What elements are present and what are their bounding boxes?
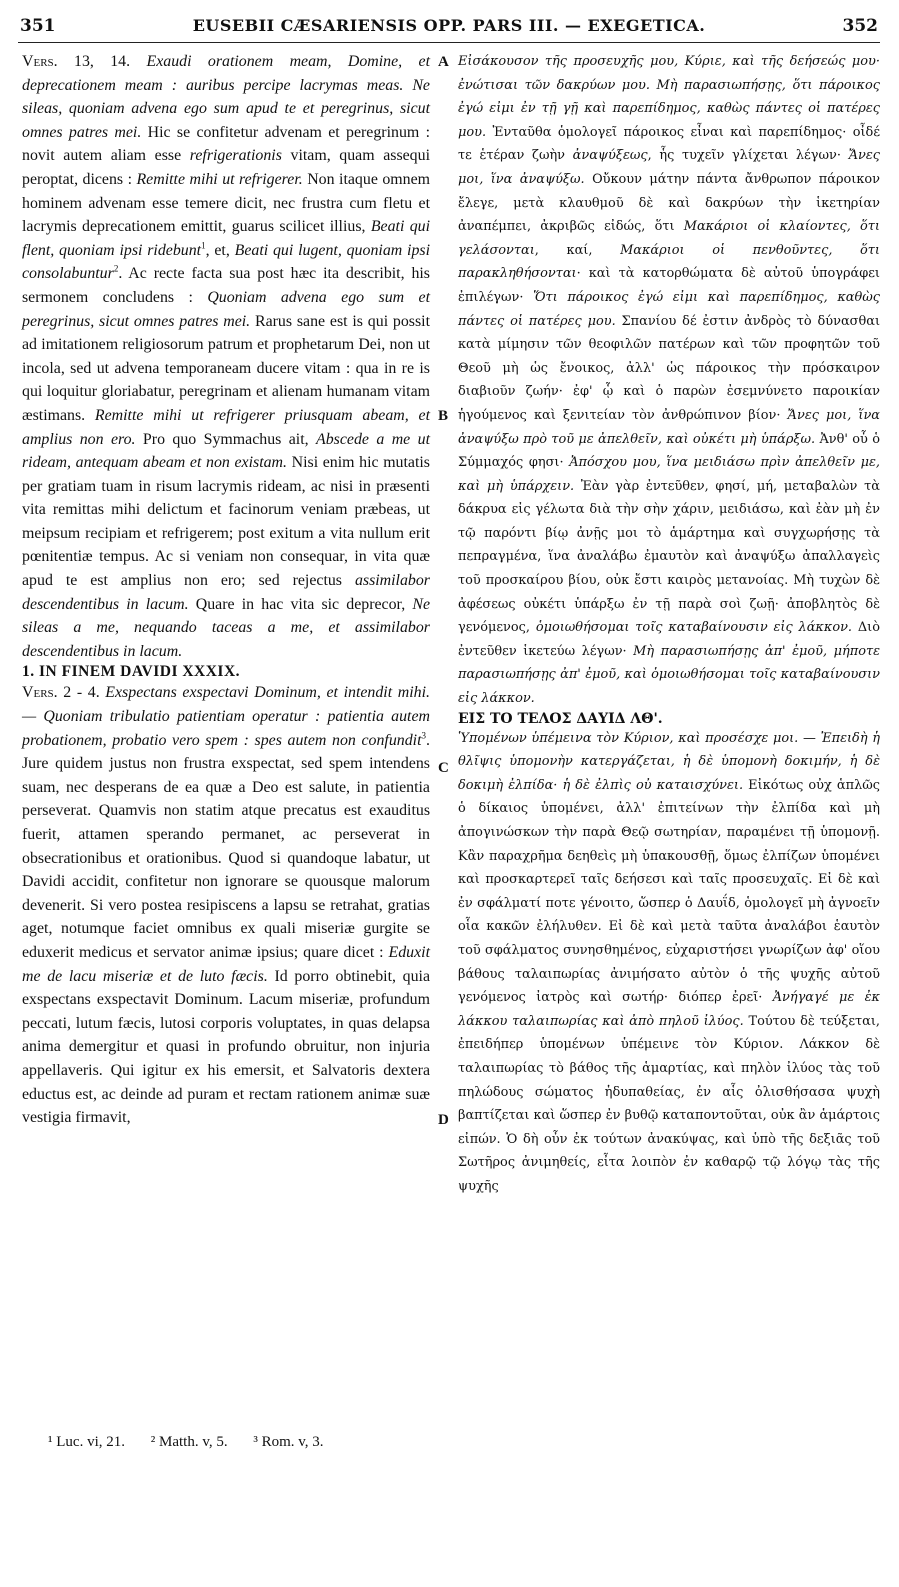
greek-text: Διὸ ἐντεῦθεν ἱκετεύω λέγων· bbox=[458, 620, 880, 659]
greek-text: Ἀνθ' οὗ ὁ Σύμμαχός φησι· bbox=[458, 431, 880, 471]
latin-quote: Eduxit me de lacu miseriæ et de luto fæcis. bbox=[22, 943, 430, 985]
verse-ref: Vers. 13, 14. bbox=[22, 53, 131, 70]
greek-text: Τούτου δὲ τεύξεται, ἐπειδήπερ ὑπομένων ὑπέμεινε τὸν Κύριον. Λάκκον δὲ ταλαιπωρίας τὸ βάθος τῆς ἁμαρτίας, καὶ πηλὸν ἰλύος τὰς τοῦ πηλώδους σώματος ἡδυπαθείας, ἐν αἷς ὀλισθήσασα ψυχὴ βαπτίζεται καὶ ὥσπερ ἐν βυθῷ καταποντοῦται, οὐκ ἂν ἁμάρτοις εἰπών. Ὁ δὴ οὖν ἐκ τούτων ἀνακύψας, καὶ ὑπὸ τῆς δεξιᾶς τοῦ Σωτῆρος ἀνιμηθείς, εἶτα λοιπὸν ἐν καθαρῷ τῷ λόγῳ τὰς τῆς ψυχῆς bbox=[458, 1013, 880, 1194]
footnote-1: ¹ Luc. vi, 21. bbox=[48, 1434, 125, 1450]
greek-column bbox=[458, 50, 880, 1199]
greek-quote: Μακάριοι οἱ πενθοῦντες, ὅτι παρακληθήσονται bbox=[458, 242, 880, 282]
latin-column bbox=[22, 50, 430, 1130]
latin-paragraph-2 bbox=[22, 681, 430, 1129]
latin-text: . Ac recte facta sua post hæc ita describit, his sermonem concludens : bbox=[22, 265, 430, 306]
latin-quote: Remitte mihi ut refrigerer priusquam abeam, et amplius non ero. bbox=[22, 406, 430, 448]
running-title: EUSEBII CÆSARIENSIS OPP. PARS III. — EXEGETICA. bbox=[192, 16, 706, 35]
footnote-3: ³ Rom. v, 3. bbox=[253, 1434, 324, 1450]
greek-text: Εἰκότως οὐχ ἁπλῶς ὁ δίκαιος ὑπομένει, ἀλλ' ἐπιτείνων τὴν ἐλπίδα καὶ μὴ ἀπογινώσκων τὴν παρὰ Θεῷ σωτηρίαν, παραμένει τῇ ὑπομονῇ. Κἂν παραχρῆμα δεηθεὶς μὴ ὑπακουσθῇ, ὅμως ἐλπίζων ὑπομένει καὶ προσκαρτερεῖ ταῖς δεήσεσι καὶ ταῖς προσευχαῖς. Εἰ δὲ καὶ ἐν σφάλματί ποτε γένοιτο, ὥσπερ ὁ Δαυΐδ, ὁμολογεῖ μὴ ἀγνοεῖν οἷα κακῶν ἐλήλυθεν. Εἰ δὲ καὶ μετὰ ταῦτα ἀναλάβοι ἑαυτὸν τοῦ σφάλματος συνησθημένος, εὐχαριστήσει γνωρίζων ἀφ' οἵου βάθους ταλαιπωρίας ἀνιμήσατο αὐτὸν ὁ τῆς ψυχῆς αὐτοῦ γενόμενος ἰατρὸς καὶ σωτήρ· διόπερ ἐρεῖ· bbox=[458, 777, 880, 1006]
greek-quote: Μακάριοι οἱ κλαίοντες, ὅτι γελάσονται bbox=[458, 219, 880, 258]
greek-text: Ἐνταῦθα ὁμολογεῖ πάροικος εἶναι καὶ παρεπίδημος· οἶδέ τε ἑτέραν ζωὴν bbox=[458, 124, 880, 164]
latin-quote: Exspectans exspectavi Dominum, et intendit mihi. — Quoniam tribulatio patientiam operatur : patientia autem probationem, probatio vero spem : spes autem non confundit bbox=[22, 684, 430, 749]
latin-quote: Ne sileas a me, nequando taceas a me, et assimilabor descendentibus in lacum. bbox=[22, 595, 430, 660]
footnote-ref: 2 bbox=[113, 264, 119, 275]
greek-paragraph-2 bbox=[458, 727, 880, 1199]
margin-letter-c: C bbox=[438, 760, 449, 776]
latin-quote: Exaudi orationem meam, Domine, et deprecationem meam : auribus percipe lacrymas meas. Ne sileas, quoniam advena ego sum apud te et peregrinus, sicut omnes patres mei. bbox=[22, 53, 431, 141]
latin-quote: refrigerationis bbox=[189, 147, 282, 165]
latin-paragraph-1 bbox=[22, 50, 430, 663]
latin-quote: Beati qui flent, quoniam ipsi ridebunt bbox=[22, 218, 430, 259]
greek-text: , ἧς τυχεῖν γλίχεται λέγων· bbox=[647, 148, 849, 164]
greek-paragraph-1 bbox=[458, 50, 880, 711]
page-number-left: 351 bbox=[20, 16, 56, 36]
greek-quote: Εἰσάκουσον τῆς προσευχῆς μου, Κύριε, καὶ τῆς δεήσεώς μου· ἐνώτισαι τῶν δακρύων μου. Μὴ παρασιωπήσῃς, ὅτι πάροικος ἐγώ εἰμι ἐν τῇ γῇ καὶ παρεπίδημος, καθὼς πάντες οἱ πατέρες μου. bbox=[458, 54, 880, 140]
latin-section-title: 1. IN FINEM DAVIDI XXXIX. bbox=[22, 663, 241, 681]
margin-letter-b: B bbox=[438, 408, 449, 424]
latin-text: Non itaque omnem hominem advenam esse temere dicit, nec frustra cum fletu et lacrymis deprecationem emittit, guarus scilicet illius, bbox=[22, 170, 431, 236]
latin-text: Quare in hac vita sic deprecor, bbox=[188, 595, 413, 613]
margin-letter-d: D bbox=[438, 1112, 449, 1128]
latin-text: Id porro obtinebit, quia exspectans exspectavit Dominum. Lacum miseriæ, profundum peccati, lutum fæcis, lutosi corporis voluptates, in quas delapsa anima demergitur et quasi in profundo obruitur, non injuria appellaveris. Qui igitur ex his emersit, et Salvatoris dextera eductus est, ac deinde ad puram et rectam rationem animæ suæ vestigia firmavit, bbox=[22, 967, 430, 1127]
latin-text: Rarus sane est is qui possit ad imitationem religiosorum patrum et prophetarum Dei, non ut incola, sed ut advena temporaneam ducere vitam : qua in re is qui loquitur gloriabatur, peregrinam et alienam humanam vitam æstimans. bbox=[22, 312, 431, 424]
footnote-ref: 1 bbox=[201, 240, 206, 251]
greek-text: Οὔκουν μάτην πάντα ἄνθρωπον πάροικον ἔλεγε, μετὰ κλαυθμοῦ δὲ καὶ δακρύων τὴν ἱκετηρίαν ἀναπέμπει, ἀκριβῶς εἰδώς, ὅτι bbox=[458, 171, 880, 235]
greek-quote: Ὅτι πάροικος ἐγώ εἰμι καὶ παρεπίδημος, καθὼς πάντες οἱ πατέρες μου. bbox=[458, 289, 880, 329]
greek-text: Ἐὰν γὰρ ἐντεῦθεν, φησί, μή, μεταβαλὼν τὰ δάκρυα εἰς γέλωτα διὰ τὴν σὴν χάριν, μειδιάσω, καὶ ἐὰν μὴ ἐν τῷ παρόντι βίῳ ἀνῇς μοι τὸ ἁμάρτημα καὶ συγχωρήσῃς τὰ πεπραγμένα, ἵνα ἀναλάβω ἐμαυτὸν καὶ ἀναψύξω ἀπαλλαγεὶς τοῦ προσκαίρου βίου, οὐκ ἔστι καιρὸς μετανοίας. Μὴ τυχὼν δὲ ἀφέσεως οὐκέτι ὑπάρξω ἐν τῇ παρὰ σοὶ ζωῇ· ἀποβλητὸς δὲ γενόμενος, bbox=[458, 478, 880, 636]
latin-text: Nisi enim hic mutatis per gratiam tuam in risum lacrymis rideam, ac nisi in præsenti vita remittas mihi delictum et facinorum veniam præbeas, ut meipsum recipiam et refrigerem; post exitum a vita nullum erit pœnitentiæ tempus. Ac si veniam non consequar, in vita quæ apud te est amplius non ero; sed rejectus bbox=[22, 454, 430, 590]
latin-text: . Jure quidem justus non frustra exspectat, sed spem intendens suam, nec desperans de ea quæ a Deo est salute, in patientia perseverat. Quamvis non statim atque precatus est exauditus fuerit, attamen sperando permanet, ac perseverat in obsecrationibus et orationibus. Quod si quandoque labatur, ut Davidi accidit, confitetur non ignorare se quousque malorum devenerit. Si vero postea resipiscens a lapsu se retrahat, gratias aget, notumque faciet omnibus ex quali miseriæ gurgite se eduxerit medicus et servator animæ ipsius; quare dicet : bbox=[22, 731, 430, 961]
latin-quote: Abscede a me ut rideam, antequam abeam et non existam. bbox=[22, 430, 430, 472]
greek-quote: ὁμοιωθήσομαι τοῖς καταβαίνουσιν εἰς λάκκον. bbox=[535, 620, 853, 636]
greek-text: · καὶ τὰ κατορθώματα δὲ αὐτοῦ ὑπογράφει ἐπιλέγων· bbox=[458, 266, 880, 305]
latin-quote: Remitte mihi ut refrigerer. bbox=[136, 170, 303, 188]
greek-quote: Ἄνες μοι, ἵνα ἀναψύξω. bbox=[458, 148, 880, 187]
greek-quote: ἀναψύξεως bbox=[572, 148, 648, 164]
greek-quote: Ἄνες μοι, ἵνα ἀναψύξω πρὸ τοῦ με ἀπελθεῖν, καὶ οὐκέτι μὴ ὑπάρξω. bbox=[458, 407, 881, 447]
latin-text: Pro quo Symmachus ait, bbox=[135, 430, 316, 448]
footnote-2: ² Matth. v, 5. bbox=[150, 1434, 228, 1450]
greek-text: , καί, bbox=[534, 242, 621, 258]
latin-text: , et, bbox=[205, 241, 235, 259]
greek-quote: Ἀνήγαγέ με ἐκ λάκκου ταλαιπωρίας καὶ ἀπὸ πηλοῦ ἰλύος. bbox=[458, 990, 880, 1029]
margin-letter-a: A bbox=[438, 54, 449, 70]
latin-text: vitam, quam assequi peroptat, dicens : bbox=[22, 147, 430, 188]
verse-ref: Vers. 2 - 4. bbox=[22, 684, 100, 702]
latin-quote: Quoniam advena ego sum et peregrinus, sicut omnes patres mei. bbox=[22, 288, 430, 330]
page-number-right: 352 bbox=[842, 16, 878, 36]
greek-quote: Μὴ παρασιωπήσῃς ἀπ' ἐμοῦ, μήποτε παρασιωπήσῃς ἀπ' ἐμοῦ, καὶ ὁμοιωθήσομαι τοῖς καταβαίνουσιν εἰς λάκκον. bbox=[458, 643, 881, 707]
greek-text: Σπανίου δέ ἐστιν ἀνδρὸς τὸ δύνασθαι κατὰ μίμησιν τῶν θεοφιλῶν πατέρων καὶ τῶν προφητῶν τοῦ Θεοῦ μὴ ὡς ἔνοικος, ἀλλ' ὡς πάροικος τὴν πρόσκαιρον διαβιοῦν ζωήν· ἐφ' ᾧ καὶ ὁ παρὼν ἐσεμνύνετο παροικίαν ἡγούμενος καὶ ξενιτείαν τὸν ἀνθρώπινον βίον· bbox=[458, 313, 880, 423]
footnotes bbox=[48, 1434, 346, 1451]
latin-quote: assimilabor descendentibus in lacum. bbox=[22, 572, 430, 613]
latin-text: Hic se confitetur advenam et peregrinum : novit autem aliam esse bbox=[22, 123, 430, 165]
greek-quote: Ἀπόσχου μου, ἵνα μειδιάσω πρὶν ἀπελθεῖν με, καὶ μὴ ὑπάρχειν. bbox=[458, 455, 880, 494]
greek-quote: Ὑπομένων ὑπέμεινα τὸν Κύριον, καὶ προσέσχε μοι. — Ἐπειδὴ ἡ θλῖψις ὑπομονὴν κατεργάζεται, ἡ δὲ ὑπομονὴ δοκιμήν, ἡ δὲ δοκιμὴ ἐλπίδα· ἡ δὲ ἐλπὶς οὐ καταισχύνει. bbox=[458, 730, 880, 793]
running-header bbox=[18, 12, 880, 43]
greek-section-title: ΕΙΣ ΤΟ ΤΕΛΟΣ ΔΑΥΙΔ ΛΘ'. bbox=[458, 710, 663, 727]
latin-quote: Beati qui lugent, quoniam ipsi consolabuntur bbox=[22, 241, 431, 283]
footnote-ref: 3 bbox=[421, 730, 427, 741]
